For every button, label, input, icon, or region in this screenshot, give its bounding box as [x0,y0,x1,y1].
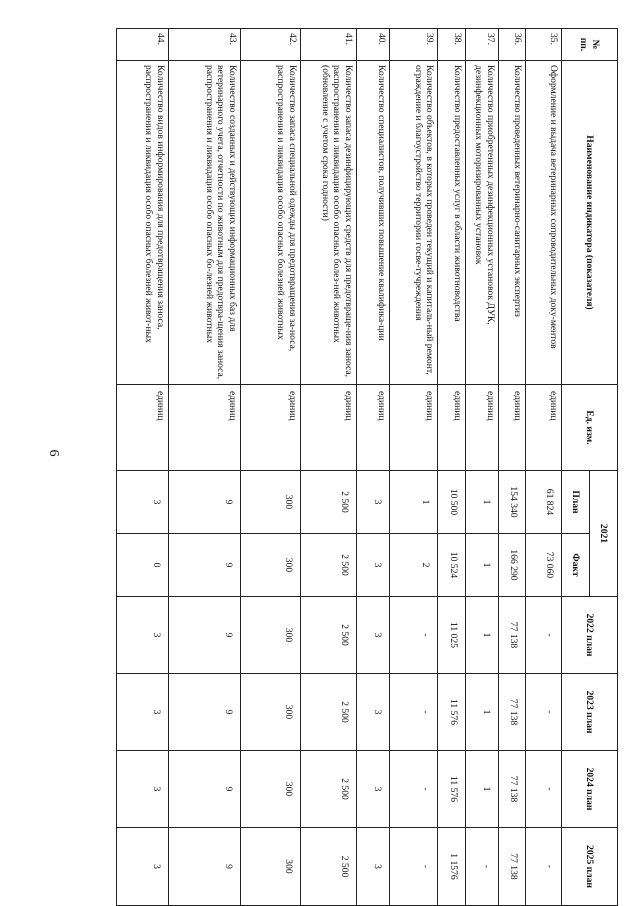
row-plan-2024: 300 [240,751,300,828]
row-plan-2021: 154 340 [498,471,526,534]
header-2025-plan: 2025 план [562,828,618,906]
row-plan-2021: 61 824 [526,471,562,534]
rotated-table-container [116,28,618,905]
row-unit: единиц [465,385,498,471]
row-plan-2022: 1 [465,597,498,674]
row-plan-2023: 11 576 [438,674,466,751]
row-name: Оформление и выдача ветеринарных сопроводительных доку-ментов [526,61,562,385]
row-plan-2025: - [390,828,438,906]
header-2022-plan: 2022 план [562,597,618,674]
table-row [438,29,466,906]
row-plan-2025: 3 [356,828,389,906]
row-fact-2021: 300 [240,534,300,597]
table-row [300,29,356,906]
row-no: 35. [526,29,562,61]
table-row [356,29,389,906]
header-2021-plan: План [562,471,590,534]
row-unit: единиц [498,385,526,471]
row-name: Количество видов информирования для предотвращения заноса, распространения и ликвидация особо опасных болезней живот-ных [117,61,169,385]
row-plan-2024: 1 [465,751,498,828]
row-name: Количество созданных и действующих информационных баз для ветеринарного учета, отчетности по животным для предотвра-щения заноса, распространения и ликвидация особо опасных бо-лезней животных [168,61,240,385]
row-plan-2023: 1 [465,674,498,751]
row-plan-2021: 3 [117,471,169,534]
row-plan-2022: 300 [240,597,300,674]
row-plan-2024: 77 138 [498,751,526,828]
row-plan-2023: - [526,674,562,751]
row-fact-2021: 73 060 [526,534,562,597]
row-plan-2024: - [526,751,562,828]
row-unit: единиц [240,385,300,471]
row-no: 44. [117,29,169,61]
row-no: 41. [300,29,356,61]
row-plan-2024: 3 [356,751,389,828]
row-fact-2021: 2 500 [300,534,356,597]
row-plan-2024: 3 [117,751,169,828]
row-name: Количество запаса специальной одежды для предотвращения за-носа, распространения и ликвидация особо опасных болезней животных [240,61,300,385]
row-plan-2024: - [390,751,438,828]
row-plan-2022: 77 138 [498,597,526,674]
row-fact-2021: 10 524 [438,534,466,597]
row-plan-2025: 1 1576 [438,828,466,906]
row-fact-2021: 166 290 [498,534,526,597]
table-row [240,29,300,906]
row-plan-2025: 3 [117,828,169,906]
row-plan-2023: 3 [356,674,389,751]
row-no: 36. [498,29,526,61]
row-name: Количество объектов, в которых проведен текущий и капиталь-ный ремонт, ограждение и благоустройство территории госве-тучреждения [390,61,438,385]
row-plan-2025: 2 500 [300,828,356,906]
row-plan-2025: 77 138 [498,828,526,906]
header-2021: 2021 [590,471,618,597]
row-plan-2023: 300 [240,674,300,751]
row-plan-2023: - [390,674,438,751]
row-unit: единиц [300,385,356,471]
row-plan-2023: 2 500 [300,674,356,751]
row-unit: единиц [438,385,466,471]
row-no: 37. [465,29,498,61]
header-2024-plan: 2024 план [562,751,618,828]
row-name: Количество проведенных ветеринарно-санитарных экспертиз [498,61,526,385]
header-2023-plan: 2023 план [562,674,618,751]
row-plan-2021: 10 500 [438,471,466,534]
row-plan-2024: 2 500 [300,751,356,828]
row-plan-2024: 9 [168,751,240,828]
table-row [498,29,526,906]
row-name: Количество специалистов, получивших повышение квалифика-ции [356,61,389,385]
row-name: Количество запаса дезинфицирующих средств для предотвраще-ния заноса, распространения и ликвидация особо опасных болез-ней животных (обновление с учетом срока годности) [300,61,356,385]
row-fact-2021: 0 [117,534,169,597]
row-fact-2021: 2 [390,534,438,597]
row-plan-2021: 9 [168,471,240,534]
indicators-table [116,28,618,906]
table-row [526,29,562,906]
row-unit: единиц [356,385,389,471]
table-row [390,29,438,906]
row-plan-2023: 9 [168,674,240,751]
page-number: 6 [46,449,61,457]
row-fact-2021: 1 [465,534,498,597]
row-plan-2022: - [390,597,438,674]
row-plan-2021: 2 500 [300,471,356,534]
header-2021-fact: Факт [562,534,590,597]
row-no: 38. [438,29,466,61]
row-plan-2022: 9 [168,597,240,674]
row-plan-2021: 1 [390,471,438,534]
row-plan-2023: 77 138 [498,674,526,751]
row-fact-2021: 3 [356,534,389,597]
row-no: 39. [390,29,438,61]
table-row [168,29,240,906]
row-name: Количество предоставленных услуг в области животноводства [438,61,466,385]
row-name: Количество приобретенных дезинфекционных установок ДУК, дезинфекционных моторизированных установок [465,61,498,385]
row-no: 43. [168,29,240,61]
row-unit: единиц [168,385,240,471]
row-plan-2021: 300 [240,471,300,534]
row-plan-2022: 3 [117,597,169,674]
row-fact-2021: 9 [168,534,240,597]
row-plan-2022: 2 500 [300,597,356,674]
header-unit: Ед. изм. [562,385,618,471]
row-no: 40. [356,29,389,61]
row-unit: единиц [117,385,169,471]
header-no: № пп. [562,29,618,61]
row-plan-2022: 11 025 [438,597,466,674]
row-no: 42. [240,29,300,61]
row-plan-2025: - [526,828,562,906]
row-plan-2024: 11 576 [438,751,466,828]
row-unit: единиц [390,385,438,471]
table-row [465,29,498,906]
table-row [117,29,169,906]
row-plan-2021: 1 [465,471,498,534]
row-plan-2025: 300 [240,828,300,906]
row-plan-2022: - [526,597,562,674]
row-plan-2023: 3 [117,674,169,751]
header-name: Наименование индикатора (показателя) [562,61,618,385]
row-plan-2022: 3 [356,597,389,674]
row-plan-2021: 3 [356,471,389,534]
row-plan-2025: - [465,828,498,906]
row-unit: единиц [526,385,562,471]
row-plan-2025: 9 [168,828,240,906]
